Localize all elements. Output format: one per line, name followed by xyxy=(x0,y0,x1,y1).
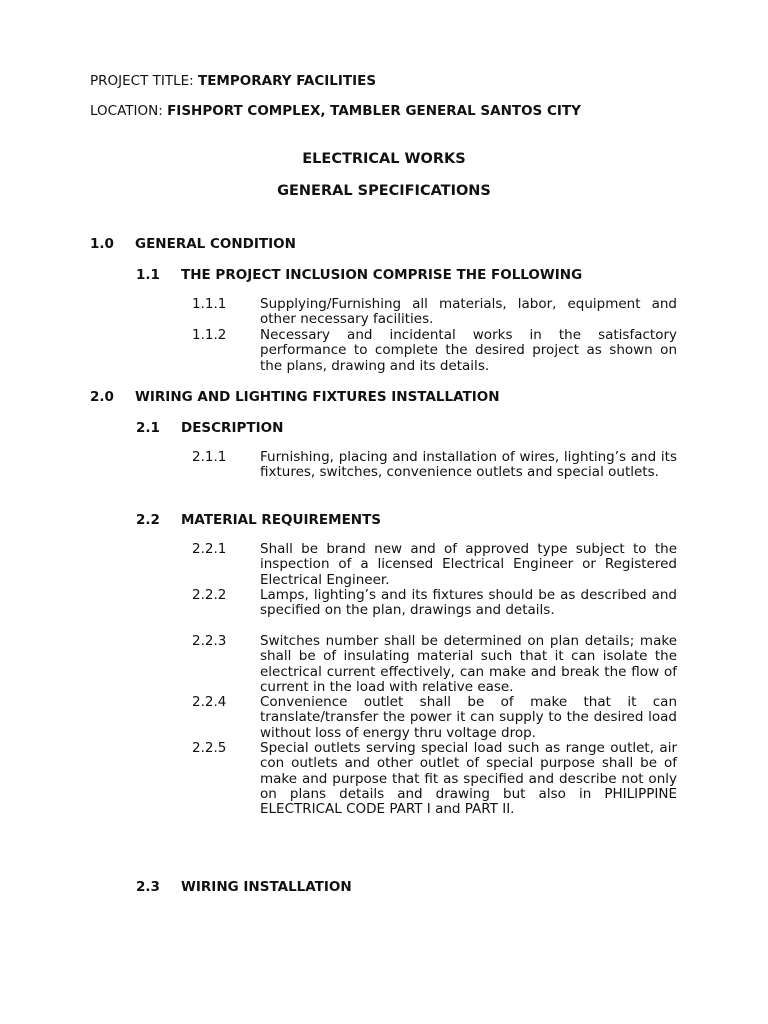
section-number: 1.0 xyxy=(90,236,114,252)
item-text: Furnishing, placing and installation of wires, lighting’s and its fixtures, switches, convenience outlets and special outlets. xyxy=(260,449,677,481)
item-number: 2.2.5 xyxy=(192,740,227,756)
subsection-number: 2.3 xyxy=(136,879,160,895)
item-text: Switches number shall be determined on plan details; make shall be of insulating material such that it can isolate the electrical current effectively, can make and break the flow of current in the load with relative ease. xyxy=(260,633,677,695)
subsection-heading: MATERIAL REQUIREMENTS xyxy=(181,512,382,528)
item-number: 2.1.1 xyxy=(192,449,227,465)
location-value: FISHPORT COMPLEX, TAMBLER GENERAL SANTOS CITY xyxy=(167,103,581,119)
item-text: Convenience outlet shall be of make that it can translate/transfer the power it can supply to the desired load without loss of energy thru voltage drop. xyxy=(260,694,677,741)
item-number: 2.2.1 xyxy=(192,541,227,557)
location-line xyxy=(90,102,581,120)
project-title-value: TEMPORARY FACILITIES xyxy=(198,73,377,89)
subsection-number: 1.1 xyxy=(136,267,160,283)
subsection-number: 2.2 xyxy=(136,512,160,528)
item-text: Necessary and incidental works in the satisfactory performance to complete the desired project as shown on the plans, drawing and its details. xyxy=(260,327,677,374)
subsection-heading: THE PROJECT INCLUSION COMPRISE THE FOLLOWING xyxy=(181,267,583,283)
item-number: 1.1.2 xyxy=(192,327,227,343)
doc-title: ELECTRICAL WORKS xyxy=(302,151,466,167)
project-title-line xyxy=(90,72,376,90)
item-text: Supplying/Furnishing all materials, labor, equipment and other necessary facilities. xyxy=(260,296,677,328)
item-text: Special outlets serving special load such as range outlet, air con outlets and other outlet of special purpose shall be of make and purpose that fit as specified and describe not only on plans details and drawing but also in PHILIPPINE ELECTRICAL CODE PART I and PART II. xyxy=(260,740,677,818)
doc-subtitle: GENERAL SPECIFICATIONS xyxy=(277,183,491,199)
item-number: 2.2.4 xyxy=(192,694,227,710)
subsection-heading: DESCRIPTION xyxy=(181,420,284,436)
item-text: Lamps, lighting’s and its fixtures should be as described and specified on the plan, drawings and details. xyxy=(260,587,677,619)
location-label: LOCATION: xyxy=(90,103,168,119)
section-heading: WIRING AND LIGHTING FIXTURES INSTALLATION xyxy=(135,389,500,405)
item-number: 2.2.2 xyxy=(192,587,227,603)
item-text: Shall be brand new and of approved type subject to the inspection of a licensed Electrical Engineer or Registered Electrical Engineer. xyxy=(260,541,677,588)
section-number: 2.0 xyxy=(90,389,114,405)
project-title-label: PROJECT TITLE: xyxy=(90,73,198,89)
subsection-number: 2.1 xyxy=(136,420,160,436)
section-heading: GENERAL CONDITION xyxy=(135,236,296,252)
item-number: 2.2.3 xyxy=(192,633,227,649)
item-number: 1.1.1 xyxy=(192,296,227,312)
subsection-heading: WIRING INSTALLATION xyxy=(181,879,352,895)
